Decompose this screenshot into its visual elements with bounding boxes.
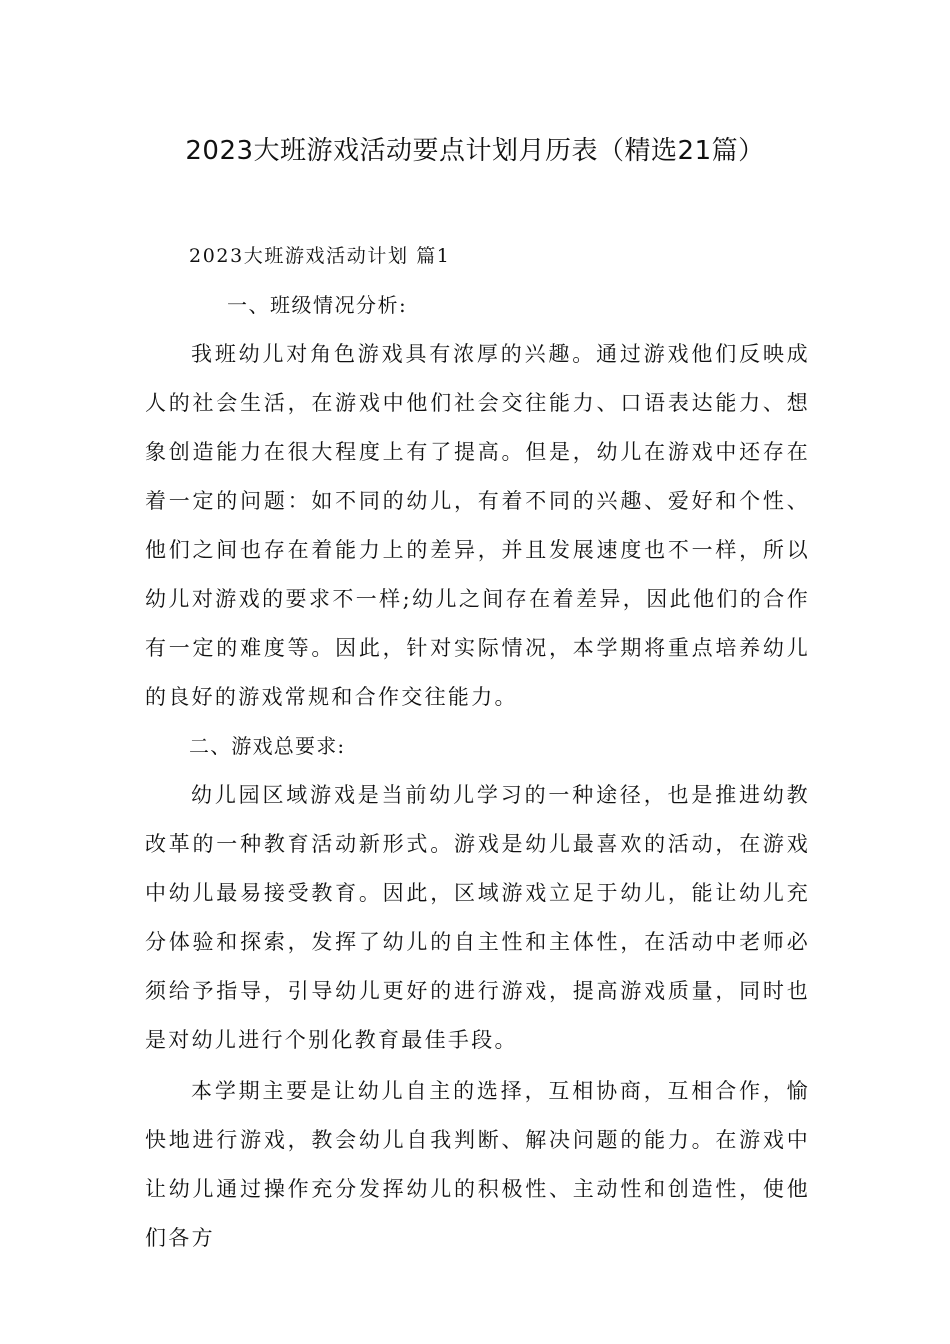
- paragraph-regional-games: 幼儿园区域游戏是当前幼儿学习的一种途径，也是推进幼教改革的一种教育活动新形式。游戏是幼儿最喜欢的活动，在游戏中幼儿最易接受教育。因此，区域游戏立足于幼儿，能让幼儿充分体验和探索，发挥了幼儿的自主性和主体性，在活动中老师必须给予指导，引导幼儿更好的进行游戏，提高游戏质量，同时也是对幼儿进行个别化教育最佳手段。: [145, 783, 810, 1052]
- document-title: 2023大班游戏活动要点计划月历表（精选21篇）: [185, 136, 765, 166]
- section-heading-class-analysis: 一、班级情况分析:: [227, 293, 408, 317]
- document-body: [145, 232, 810, 1263]
- paragraph-semester-goals: 本学期主要是让幼儿自主的选择，互相协商，互相合作，愉快地进行游戏，教会幼儿自我判断、解决问题的能力。在游戏中让幼儿通过操作充分发挥幼儿的积极性、主动性和创造性，使他们各方: [145, 1079, 810, 1250]
- section-heading-game-requirements: 二、游戏总要求:: [189, 734, 346, 758]
- plan-heading: 2023大班游戏活动计划 篇1: [189, 245, 451, 267]
- paragraph-class-analysis: 我班幼儿对角色游戏具有浓厚的兴趣。通过游戏他们反映成人的社会生活，在游戏中他们社会交往能力、口语表达能力、想象创造能力在很大程度上有了提高。但是，幼儿在游戏中还存在着一定的问题：如不同的幼儿，有着不同的兴趣、爱好和个性、他们之间也存在着能力上的差异，并且发展速度也不一样，所以幼儿对游戏的要求不一样;幼儿之间存在着差异，因此他们的合作有一定的难度等。因此，针对实际情况，本学期将重点培养幼儿的良好的游戏常规和合作交往能力。: [145, 342, 810, 709]
